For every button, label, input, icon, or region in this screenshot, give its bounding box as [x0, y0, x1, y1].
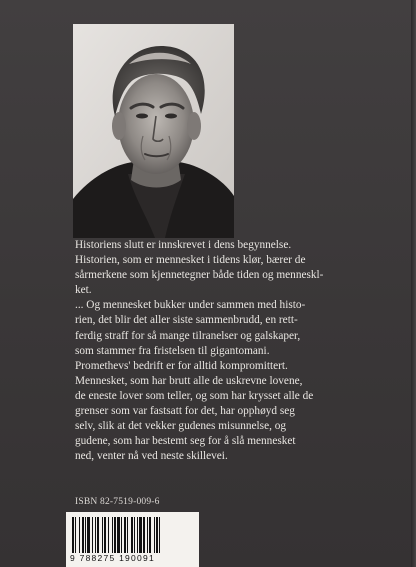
blurb-line: Promethevs' bedrift er for alltid kompromittert.: [75, 359, 288, 372]
blurb-line: ket.: [75, 284, 92, 297]
barcode-bar: [121, 517, 122, 553]
blurb-line: de eneste lover som teller, og som har krysset alle de: [75, 389, 314, 402]
barcode-bar: [137, 517, 138, 553]
blurb-line: ... Og mennesket bukker under sammen med histo-: [75, 299, 306, 312]
barcode-bar: [108, 517, 109, 553]
blurb-line: ned, venter nå ved neste skillevei.: [75, 450, 228, 463]
barcode-bar: [75, 517, 76, 553]
blurb-line: ferdig straff for så mange tilranelser og galskaper,: [75, 329, 301, 342]
barcode-bar: [131, 517, 133, 553]
isbn-label: ISBN 82-7519-009-6: [75, 497, 160, 507]
barcode-bar: [102, 517, 103, 553]
blurb-line: Mennesket, som har brutt alle de uskrevne lovene,: [75, 374, 303, 387]
barcode-bar: [159, 517, 160, 553]
blurb-text: [75, 238, 375, 464]
blurb-line: som stammer fra fristelsen til gigantomani.: [75, 344, 270, 357]
barcode-bar: [82, 517, 84, 553]
barcode-bar: [104, 517, 106, 553]
author-portrait-photo: [73, 24, 234, 238]
barcode-bar: [124, 517, 126, 553]
barcode-bar: [85, 517, 86, 553]
blurb-line: Historien, som er mennesket i tidens klør, bærer de: [75, 254, 306, 267]
blurb-line: Historiens slutt er innskrevet i dens begynnelse.: [75, 239, 292, 251]
barcode-bars: [72, 517, 193, 553]
barcode-bar: [143, 517, 145, 553]
barcode: [66, 512, 199, 567]
barcode-bar: [95, 517, 96, 553]
blurb-paragraph-2: [75, 298, 375, 464]
blurb-line: rien, det blir det aller siste sammenbrudd, en rett-: [75, 314, 298, 327]
barcode-bar: [97, 517, 99, 553]
barcode-bar: [117, 517, 120, 553]
barcode-bar: [114, 517, 116, 553]
blurb-line: gudene, som har bestemt seg for å slå mennesket: [75, 435, 296, 448]
author-portrait: [73, 24, 234, 238]
blurb-line: sårmerkene som kjennetegner både tiden og menneskl-: [75, 269, 324, 282]
barcode-bar: [112, 517, 113, 553]
barcode-bar: [156, 517, 158, 553]
barcode-bar: [147, 517, 148, 553]
barcode-bar: [127, 517, 128, 553]
barcode-bar: [139, 517, 142, 553]
barcode-bar: [154, 517, 155, 553]
blurb-line: grenser som var fastsatt for det, har opphøyd seg: [75, 405, 295, 418]
blurb-paragraph-1: [75, 238, 375, 298]
blurb-line: selv, slik at det vekker gudenes misunnelse, og: [75, 420, 287, 433]
barcode-bar: [149, 517, 151, 553]
barcode-bar: [72, 517, 74, 553]
barcode-bar: [134, 517, 135, 553]
barcode-digits: 9 788275 190091: [70, 553, 155, 563]
barcode-bar: [79, 517, 80, 553]
barcode-bar: [92, 517, 93, 553]
barcode-bar: [87, 517, 90, 553]
